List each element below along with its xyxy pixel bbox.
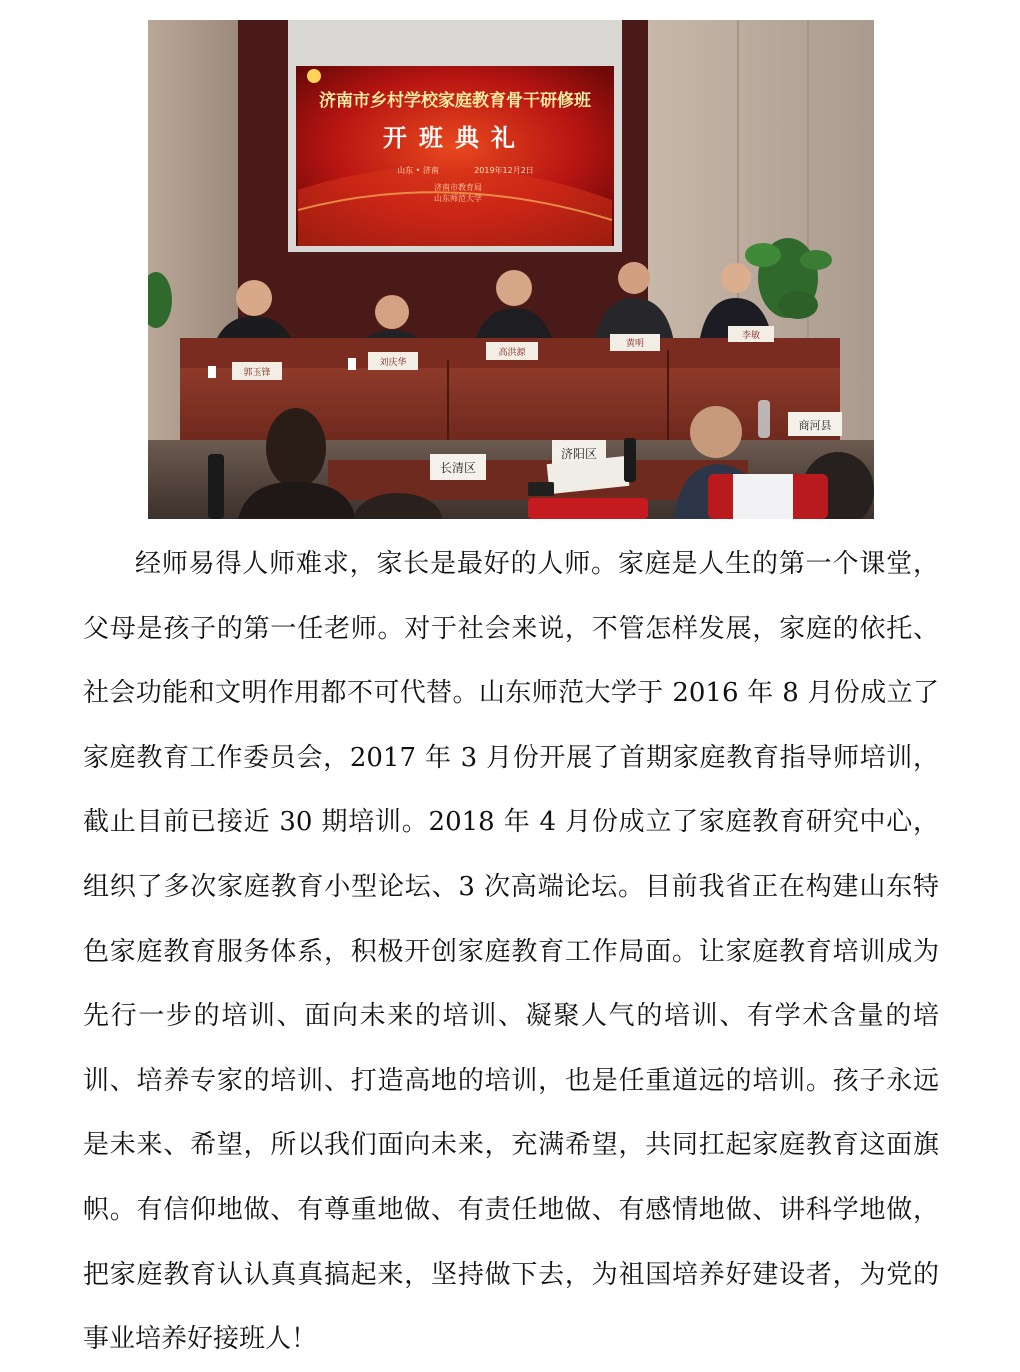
district-sign-3: [788, 412, 842, 436]
svg-text:济阳区: 济阳区: [560, 447, 598, 461]
nameplate-5: [728, 326, 774, 342]
screen-organizer-1: 济南市教育局: [434, 183, 482, 192]
svg-text:商河县: 商河县: [798, 419, 832, 432]
district-sign-1: [430, 454, 486, 480]
svg-text:刘庆华: 刘庆华: [379, 358, 407, 368]
nameplate-2: [368, 352, 418, 370]
screen-organizer-2: 山东师范大学: [434, 194, 482, 203]
article-body: [83, 532, 939, 1372]
svg-text:黄明: 黄明: [625, 339, 645, 349]
svg-text:郭玉锋: 郭玉锋: [243, 368, 271, 378]
ceremony-photo: [148, 20, 874, 519]
svg-text:高洪源: 高洪源: [498, 348, 526, 358]
svg-text:长清区: 长清区: [439, 461, 477, 475]
screen-title: 济南市乡村学校家庭教育骨干研修班: [319, 91, 591, 111]
svg-text:李敏: 李敏: [741, 331, 761, 341]
nameplate-1: [232, 362, 282, 380]
nameplate-3: [486, 342, 538, 360]
article-paragraph: 经师易得人师难求，家长是最好的人师。家庭是人生的第一个课堂，父母是孩子的第一任老师。对于社会来说，不管怎样发展，家庭的依托、社会功能和文明作用都不可代替。山东师范大学于 2016 年 8 月份成立了家庭教育工作委员会，2017 年 3 月份开展了首期家庭教育指导师培训，截止目前已接近 30 期培训。2018 年 4 月份成立了家庭教育研究中心，组织了多次家庭教育小型论坛、3 次高端论坛。目前我省正在构建山东特色家庭教育服务体系，积极开创家庭教育工作局面。让家庭教育培训成为先行一步的培训、面向未来的培训、凝聚人气的培训、有学术含量的培训、培养专家的培训、打造高地的培训，也是任重道远的培训。孩子永远是未来、希望，所以我们面向未来，充满希望，共同扛起家庭教育这面旗帜。有信仰地做、有尊重地做、有责任地做、有感情地做、讲科学地做，把家庭教育认认真真搞起来，坚持做下去，为祖国培养好建设者，为党的事业培养好接班人！: [83, 549, 939, 1355]
screen-subtitle: 开班典礼: [383, 124, 527, 152]
screen-date: 2019年12月2日: [474, 166, 534, 175]
nameplate-4: [610, 334, 660, 351]
screen-location: 山东 • 济南: [397, 166, 439, 175]
